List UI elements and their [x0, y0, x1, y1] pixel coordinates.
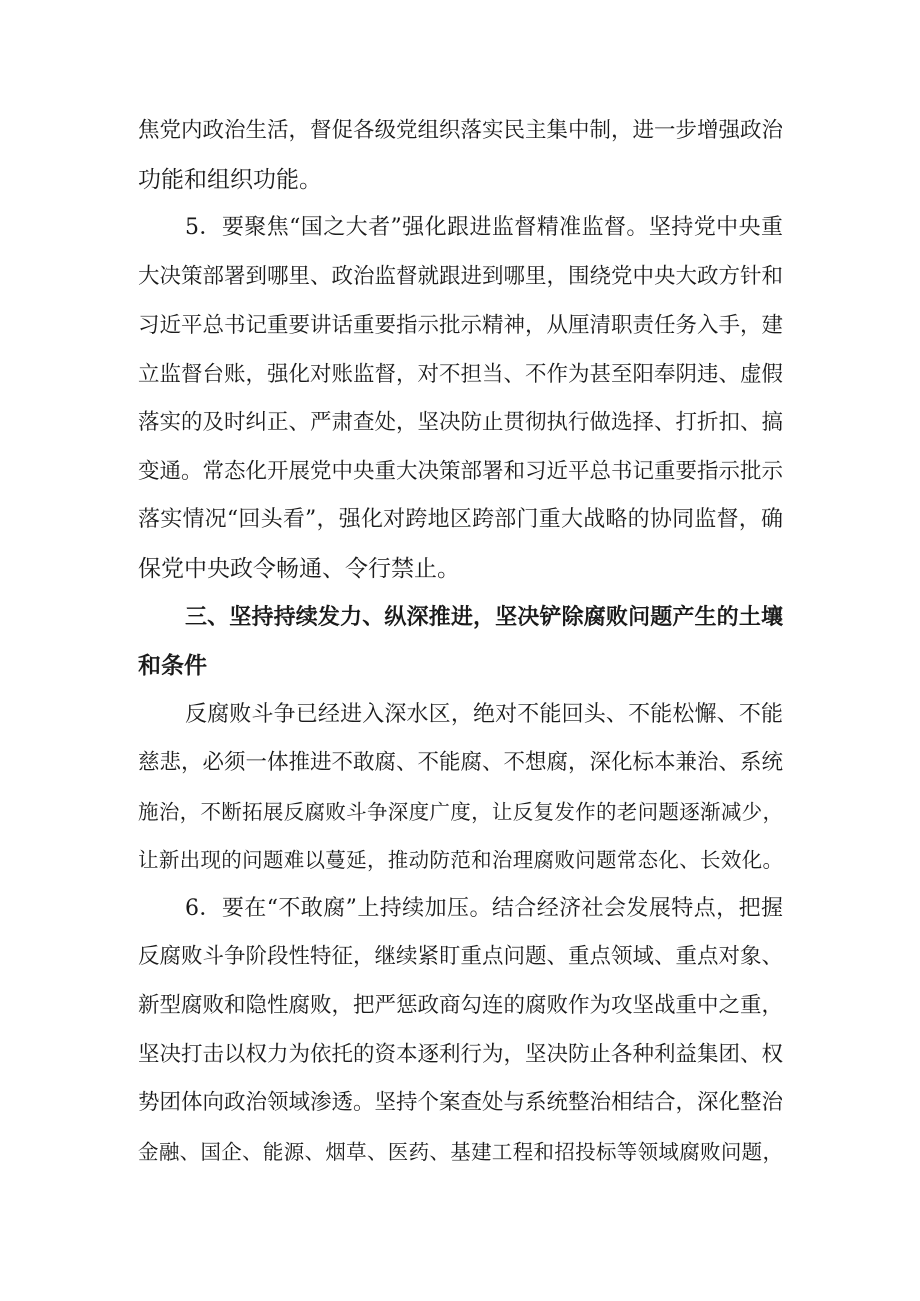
body-text-line: 保党中央政令畅通、令行禁止。	[138, 556, 460, 582]
body-text-line: 落实的及时纠正、严肃查处，坚决防止贯彻执行做选择、打折扣、搞	[138, 410, 784, 435]
section-heading: 三、坚持持续发力、纵深推进，坚决铲除腐败问题产生的土壤	[185, 605, 783, 630]
body-text-line: 大决策部署到哪里、政治监督就跟进到哪里，围绕党中央大政方针和	[138, 264, 784, 289]
body-text-line: 习近平总书记重要讲话重要指示批示精神，从厘清职责任务入手，建	[138, 313, 784, 338]
body-text-line: 立监督台账，强化对账监督，对不担当、不作为甚至阳奉阴违、虚假	[138, 362, 784, 387]
body-text-line: 焦党内政治生活，督促各级党组织落实民主集中制，进一步增强政治	[138, 118, 784, 143]
body-text-line: 势团体向政治领域渗透。坚持个案查处与系统整治相结合，深化整治	[138, 1090, 784, 1115]
body-text-line: 功能和组织功能。	[138, 167, 322, 193]
body-text-line: 变通。常态化开展党中央重大决策部署和习近平总书记重要指示批示	[138, 459, 784, 484]
body-text-line: 坚决打击以权力为依托的资本逐利行为，坚决防止各种利益集团、权	[138, 1042, 784, 1067]
item-5-first-line: 5．要聚焦“国之大者”强化跟进监督精准监督。坚持党中央重	[185, 215, 783, 240]
body-text-line: 落实情况“回头看”，强化对跨地区跨部门重大战略的协同监督，确	[138, 507, 783, 532]
body-text-line: 金融、国企、能源、烟草、医药、基建工程和招投标等领域腐败问题，	[138, 1140, 783, 1164]
item-6-first-line: 6．要在“不敢腐”上持续加压。结合经济社会发展特点，把握	[185, 896, 783, 921]
body-text-line: 新型腐败和隐性腐败，把严惩政商勾连的腐败作为攻坚战重中之重，	[138, 993, 784, 1018]
body-text-line: 反腐败斗争阶段性特征，继续紧盯重点问题、重点领域、重点对象、	[138, 944, 784, 969]
body-text-line: 让新出现的问题难以蔓延，推动防范和治理腐败问题常态化、长效化。	[138, 848, 783, 872]
paragraph-first-line: 反腐败斗争已经进入深水区，绝对不能回头、不能松懈、不能	[185, 702, 783, 727]
body-text-line: 施治，不断拓展反腐败斗争深度广度，让反复发作的老问题逐渐减少，	[138, 800, 783, 824]
body-text-line: 慈悲，必须一体推进不敢腐、不能腐、不想腐，深化标本兼治、系统	[138, 750, 784, 775]
section-heading-continued: 和条件	[138, 653, 207, 679]
